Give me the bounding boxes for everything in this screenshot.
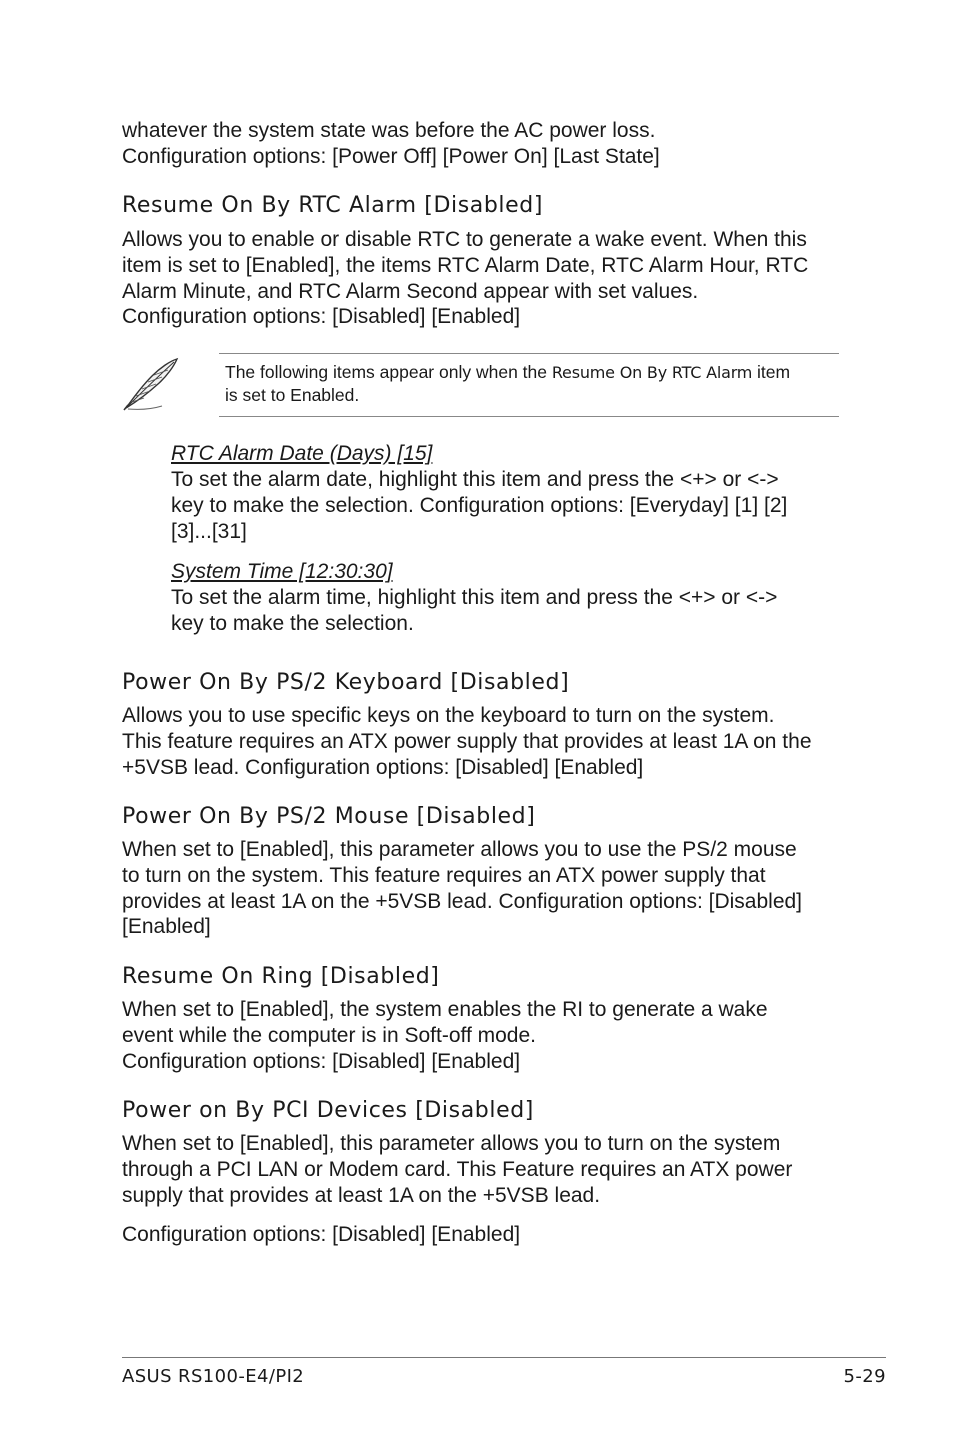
ps2-keyboard-paragraph [122, 703, 842, 780]
paragraph-line: To set the alarm date, highlight this item and press the <+> or <-> [171, 468, 779, 491]
paragraph-line: through a PCI LAN or Modem card. This Feature requires an ATX power [122, 1157, 793, 1181]
paragraph-line: When set to [Enabled], this parameter allows you to turn on the system [122, 1132, 781, 1155]
paragraph-line: +5VSB lead. Configuration options: [Disabled] [Enabled] [122, 755, 644, 779]
ps2-keyboard-heading: Power On By PS/2 Keyboard [Disabled] [122, 670, 570, 695]
paragraph-line: Allows you to enable or disable RTC to generate a wake event. When this [122, 228, 807, 251]
paragraph-line: Configuration options: [Disabled] [Enabled] [122, 305, 521, 329]
note-text-line2: is set to Enabled. [225, 385, 360, 405]
system-time-title: System Time [12:30:30] [171, 560, 393, 583]
paragraph-line: To set the alarm time, highlight this item and press the <+> or <-> [171, 586, 778, 609]
ps2-mouse-heading: Power On By PS/2 Mouse [Disabled] [122, 804, 536, 829]
paragraph-line: This feature requires an ATX power supply that provides at least 1A on the [122, 729, 812, 753]
paragraph-line: to turn on the system. This feature requires an ATX power supply that [122, 863, 766, 887]
intro-line: whatever the system state was before the AC power loss. [122, 119, 656, 142]
paragraph-line: [3]...[31] [171, 519, 247, 543]
paragraph-line: key to make the selection. [171, 611, 414, 635]
paragraph-line: Configuration options: [Disabled] [Enabled] [122, 1049, 521, 1073]
note-text [225, 361, 837, 407]
rtc-alarm-heading: Resume On By RTC Alarm [Disabled] [122, 193, 544, 218]
pci-heading: Power on By PCI Devices [Disabled] [122, 1098, 534, 1123]
note-text-start: The following items appear only when the [225, 362, 552, 382]
note-box [219, 353, 839, 417]
pci-config-options: Configuration options: [Disabled] [Enabled] [122, 1223, 521, 1246]
paragraph-line: key to make the selection. Configuration options: [Everyday] [1] [2] [171, 493, 788, 517]
intro-line: Configuration options: [Power Off] [Power On] [Last State] [122, 144, 660, 168]
page-number: 5-29 [843, 1366, 886, 1387]
paragraph-line: supply that provides at least 1A on the +5VSB lead. [122, 1183, 601, 1207]
paragraph-line: event while the computer is in Soft-off mode. [122, 1023, 536, 1047]
footer-model: ASUS RS100-E4/PI2 [122, 1366, 305, 1387]
paragraph-line: When set to [Enabled], this parameter allows you to use the PS/2 mouse [122, 838, 797, 861]
paragraph-line: When set to [Enabled], the system enables the RI to generate a wake [122, 998, 768, 1021]
ring-paragraph [122, 997, 842, 1074]
rtc-alarm-paragraph [122, 227, 842, 330]
note-text-end: item [752, 362, 791, 382]
rtc-date-title: RTC Alarm Date (Days) [15] [171, 442, 433, 465]
paragraph-line: provides at least 1A on the +5VSB lead. Configuration options: [Disabled] [122, 889, 803, 913]
paragraph-line: Alarm Minute, and RTC Alarm Second appear with set values. [122, 279, 699, 303]
paragraph-line: Allows you to use specific keys on the keyboard to turn on the system. [122, 704, 775, 727]
paragraph-line: item is set to [Enabled], the items RTC Alarm Date, RTC Alarm Hour, RTC [122, 253, 809, 277]
pen-note-icon [122, 356, 180, 412]
ring-heading: Resume On Ring [Disabled] [122, 964, 440, 989]
paragraph-line: [Enabled] [122, 915, 211, 939]
system-time-paragraph [171, 585, 841, 637]
rtc-date-paragraph [171, 467, 841, 544]
ps2-mouse-paragraph [122, 837, 842, 940]
footer-divider [122, 1357, 886, 1358]
note-emphasis: Resume On By RTC Alarm [551, 363, 753, 382]
pci-paragraph [122, 1131, 842, 1208]
intro-paragraph [122, 118, 842, 170]
